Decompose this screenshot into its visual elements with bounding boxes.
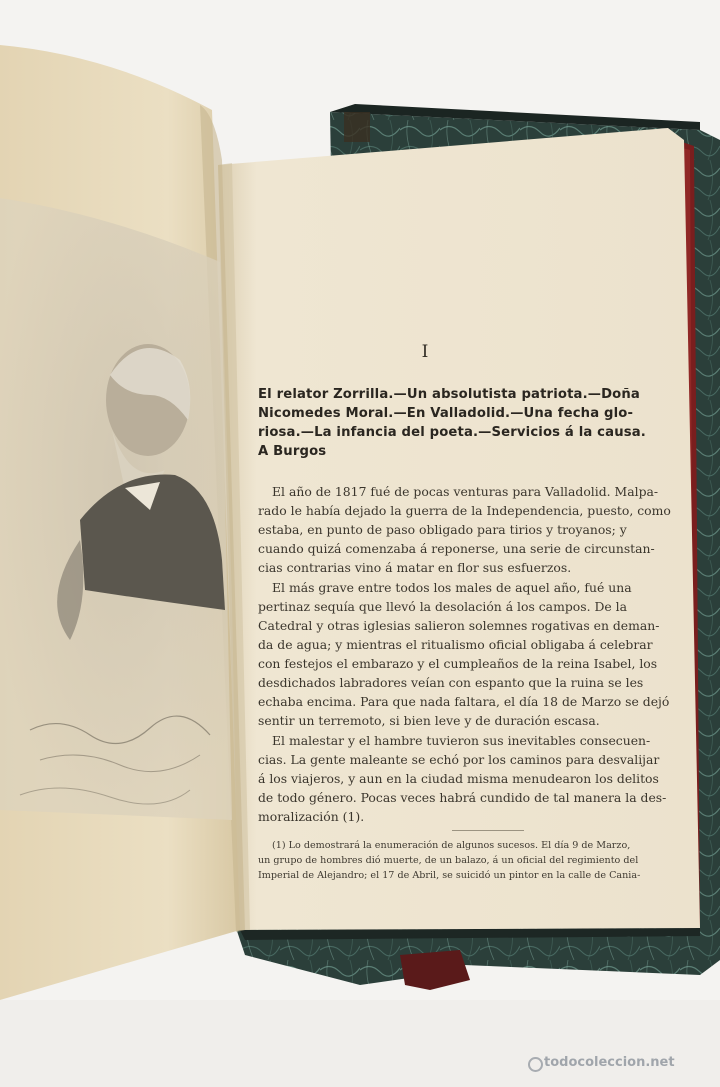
chapter-numeral: I (421, 342, 429, 362)
body-text-line: cias contrarias vino á matar en flor sus esfuerzos. (258, 560, 572, 575)
footnote-line: (1) Lo demostrará la enumeración de algunos sucesos. El día 9 de Marzo, (272, 840, 631, 851)
body-text-line: cuando quizá comenzaba á reponerse, una serie de circunstan- (258, 541, 655, 556)
body-text-line: desdichados labradores veían con espanto que la ruina se les (258, 675, 644, 690)
body-text-line: rado le había dejado la guerra de la Independencia, puesto, como (258, 503, 671, 518)
body-text-line: moralización (1). (258, 809, 365, 824)
body-text-line: El año de 1817 fué de pocas venturas para Valladolid. Malpa- (272, 484, 659, 499)
body-text-line: El malestar y el hambre tuvieron sus inevitables consecuen- (272, 733, 651, 748)
body-text-line: de todo género. Pocas veces habrá cundido de tal manera la des- (258, 790, 667, 805)
body-text-line: Catedral y otras iglesias salieron solemnes rogativas en deman- (258, 618, 660, 633)
footnote-rule (452, 830, 524, 831)
body-text-line: sentir un terremoto, si bien leve y de duración escasa. (258, 713, 600, 728)
body-text-line: El más grave entre todos los males de aquel año, fué una (272, 580, 632, 595)
chapter-heading-line: El relator Zorrilla.—Un absolutista patriota.—Doña (258, 387, 640, 402)
footnote-line: un grupo de hombres dió muerte, de un balazo, á un oficial del regimiento del (258, 855, 639, 866)
body-text-line: á los viajeros, y aun en la ciudad misma menudearon los delitos (258, 771, 659, 786)
footnote-line: Imperial de Alejandro; el 17 de Abril, se suicidó un pintor en la calle de Cania- (258, 870, 641, 881)
body-text-line: pertinaz sequía que llevó la desolación á los campos. De la (258, 599, 628, 614)
body-text-line: con festejos el embarazo y el cumpleaños de la reina Isabel, los (258, 656, 658, 671)
chapter-heading-line: riosa.—La infancia del poeta.—Servicios á la causa. (258, 425, 646, 440)
body-text-line: estaba, en punto de paso obligado para tirios y troyanos; y (258, 522, 627, 537)
chapter-heading-line: Nicomedes Moral.—En Valladolid.—Una fecha glo- (258, 406, 634, 421)
chapter-heading-line: A Burgos (258, 444, 327, 459)
body-text-line: da de agua; y mientras el ritualismo oficial obligaba á celebrar (258, 637, 653, 652)
watermark-text: todocoleccion.net (544, 1055, 675, 1070)
watermark-logo-icon (528, 1057, 543, 1072)
body-text-line: echaba encima. Para que nada faltara, el día 18 de Marzo se dejó (258, 694, 670, 709)
body-text-line: cias. La gente maleante se echó por los caminos para desvalijar (258, 752, 660, 767)
